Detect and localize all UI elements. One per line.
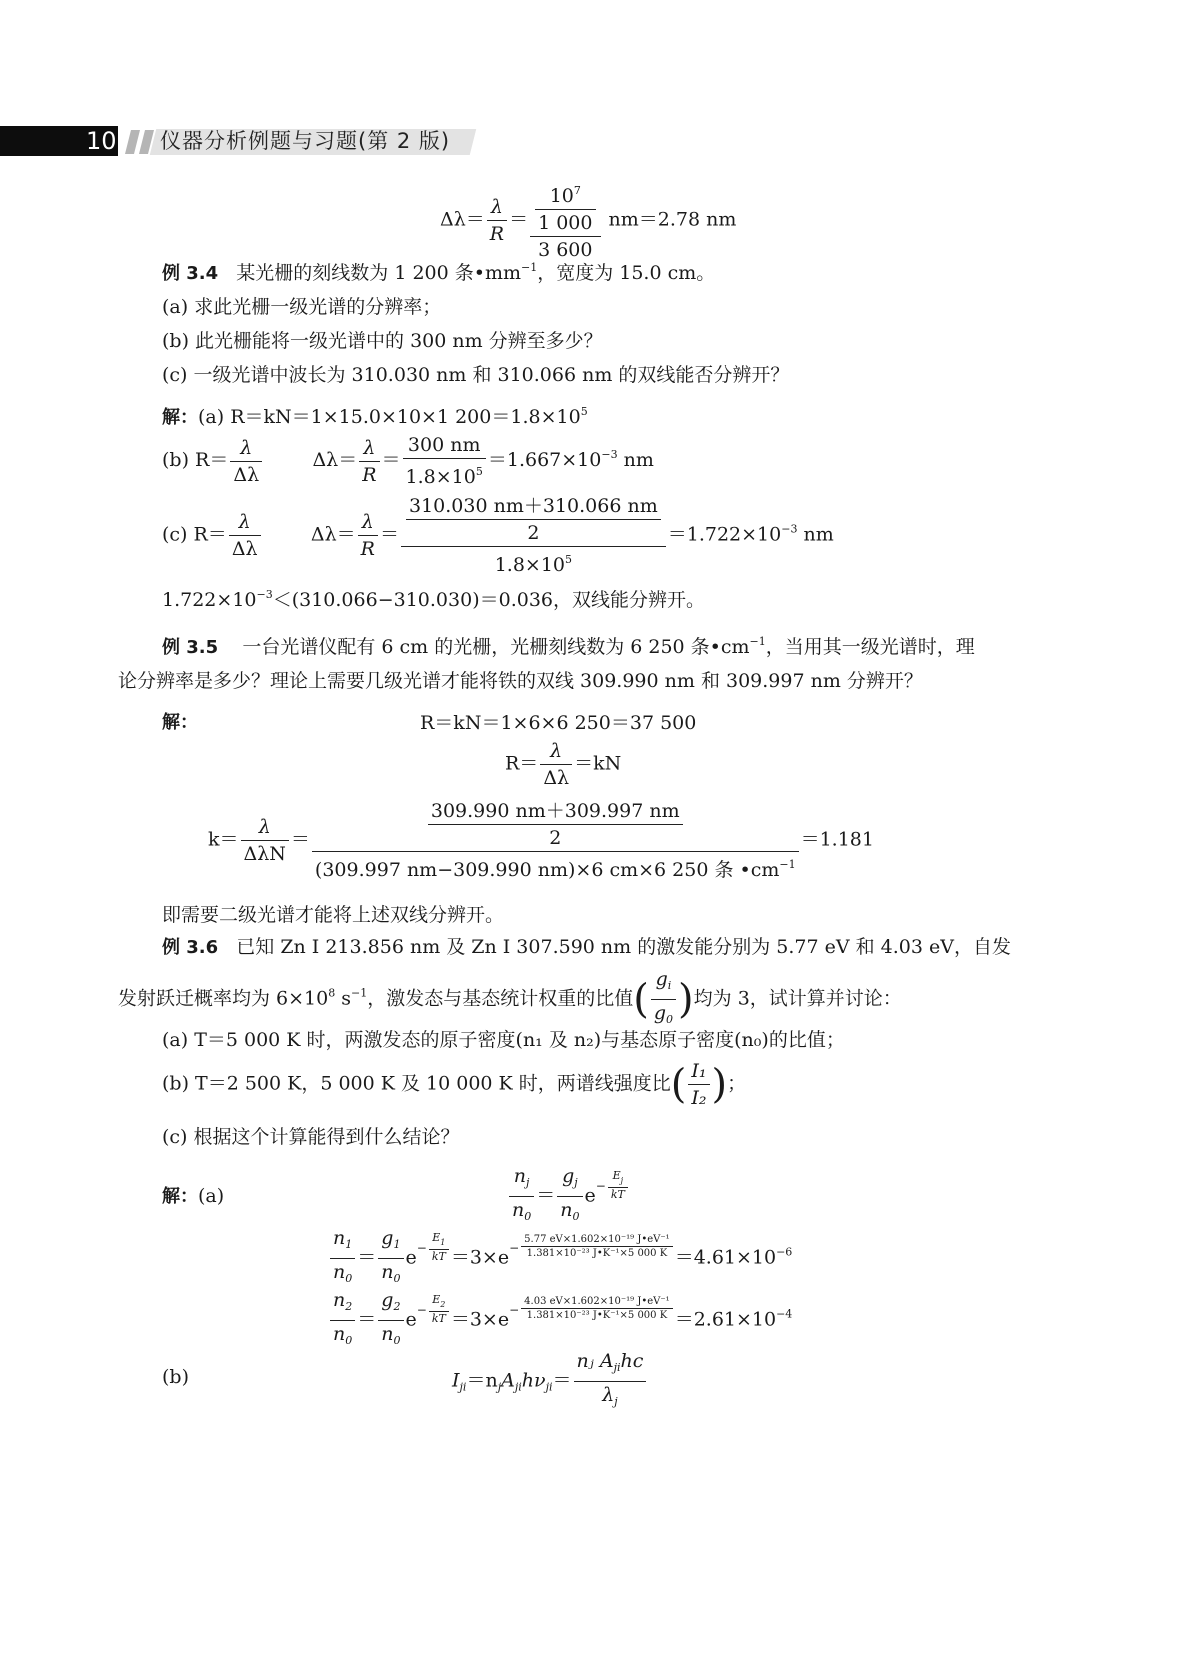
eq-lhs: Δλ＝ — [440, 208, 485, 231]
example-3-6-line1: 例 3.6 已知 Zn Ⅰ 213.856 nm 及 Zn Ⅰ 307.590 nm 的激发能分别为 5.77 eV 和 4.03 eV，自发 — [162, 936, 1011, 958]
nested-fraction: $\frac{\frac{10^7}{1 000}}{3 600}$ — [530, 178, 600, 263]
eq-R-lambda: R＝ $\frac{\lambda}{\Delta\lambda}$ ＝kN — [505, 740, 622, 789]
solution-a-label: 解：(a) — [162, 1185, 225, 1207]
question-c: (c) 一级光谱中波长为 310.030 nm 和 310.066 nm 的双线能否分辨开？ — [162, 364, 790, 386]
solution-b: (b) R＝ $\frac{\lambda}{\Delta\lambda}$ Δλ＝ $\frac{\lambda}{R}$ ＝ $\frac{300 nm}{1.8\times 10^5}$ $=1.667\times 10^{-3}$ nm — [162, 434, 654, 488]
example-3-6-line2: 发射跃迁概率均为 $6\times 10^8$ $s^{-1}$，激发态与基态统计权重的比值( $\frac{g_i}{g_0}$ )均为 3，试计算并讨论： — [118, 968, 902, 1026]
example-label: 例 3.5 — [162, 637, 219, 658]
eq-n1-ratio: $\frac{n_1}{n_0}$ ＝ $\frac{g_1}{n_0}$ e− $\frac{E_1}{kT}$ ＝3×e− $\frac{\text{5.77 eV×1.602×10⁻¹⁹ J•eV⁻¹}}{\text{1.381×10⁻²³ J•K⁻¹×5 000 K}}$ $=4.61\times 10^{-6}$ — [328, 1225, 792, 1292]
top-equation: Δλ＝ $\frac{\lambda}{R}$ ＝ $\frac{\frac{10^7}{1 000}}{3 600}$ nm＝2.78 nm — [440, 178, 736, 263]
question-b: (b) 此光栅能将一级光谱中的 300 nm 分辨至多少？ — [162, 330, 603, 352]
conclusion-3-4: $1.722\times 10^{-3}<(310.066-310.030)=0.036$，双线能分辨开。 — [162, 588, 705, 611]
eq-R-kN: R＝kN＝1×6×6 250＝37 500 — [420, 712, 697, 734]
conclusion-3-5: 即需要二级光谱才能将上述双线分辨开。 — [162, 904, 505, 926]
solution-c: (c) R＝ $\frac{\lambda}{\Delta\lambda}$ Δλ＝ $\frac{\lambda}{R}$ ＝ $\frac{\frac{310.030 nm+310.066 nm}{2}}{1.8\times 10^5}$ $=1.722\times 10^{-3}$ nm — [162, 495, 834, 576]
question-a: (a) T＝5 000 K 时，两激发态的原子密度(n₁ 及 n₂)与基态原子密度(n₀)的比值； — [162, 1029, 845, 1051]
example-label: 例 3.6 — [162, 937, 219, 958]
example-3-5-line1: 例 3.5 一台光谱仪配有 6 cm 的光栅，光栅刻线数为 6 250 条$•cm^{-1}$，当用其一级光谱时，理 — [162, 635, 975, 658]
eq-result: nm＝2.78 nm — [608, 208, 737, 231]
header-stripe — [125, 130, 140, 154]
book-title: 仪器分析例题与习题(第 2 版) — [160, 129, 451, 153]
example-label: 例 3.4 — [162, 263, 219, 284]
solution-label: 解： — [162, 712, 198, 733]
page-number: 10 — [86, 127, 117, 155]
example-3-5-line2: 论分辨率是多少？理论上需要几级光谱才能将铁的双线 309.990 nm 和 309.997 nm 分辨开？ — [118, 670, 923, 692]
solution-b-label: (b) — [162, 1366, 189, 1388]
eq-n2-ratio: $\frac{n_2}{n_0}$ ＝ $\frac{g_2}{n_0}$ e− $\frac{E_2}{kT}$ ＝3×e− $\frac{\text{4.03 eV×1.602×10⁻¹⁹ J•eV⁻¹}}{\text{1.381×10⁻²³ J•K⁻¹×5 000 K}}$ $=2.61\times 10^{-4}$ — [328, 1287, 792, 1354]
eq-boltzmann: $\frac{n_j}{n_0}$ ＝ $\frac{g_j}{n_0}$ e− $\frac{E_j}{kT}$ — [507, 1163, 630, 1230]
question-b: (b) T＝2 500 K，5 000 K 及 10 000 K 时，两谱线强度比( $\frac{\text{I₁}}{\text{I₂}}$ )； — [162, 1060, 747, 1109]
eq-intensity: $I_{ji}=n_jA_{ji}h\nu_{ji}=$ nⱼ $A_{ji}hc$ $\lambda_j$ — [452, 1348, 648, 1415]
solution-label: 解： — [162, 407, 198, 428]
fraction: $\frac{\lambda}{R}$ — [487, 194, 507, 247]
question-c: (c) 根据这个计算能得到什么结论？ — [162, 1126, 460, 1148]
solution-a: 解：(a) R＝kN＝1×15.0×10×1 $200=1.8\times 10^5$ — [162, 405, 588, 428]
eq-k: k＝ λ ΔλN ＝ $\frac{309.990 nm+309.997 nm}{2}$ (309.997 nm−309.990 nm)×6 cm×6 250 条 $•cm^{-1}$ ＝1.181 — [208, 800, 874, 881]
example-3-4-statement: 例 3.4 某光栅的刻线数为 1 200 条$•mm^{-1}$，宽度为 15.0 cm。 — [162, 261, 716, 284]
question-a: (a) 求此光栅一级光谱的分辨率； — [162, 296, 442, 318]
